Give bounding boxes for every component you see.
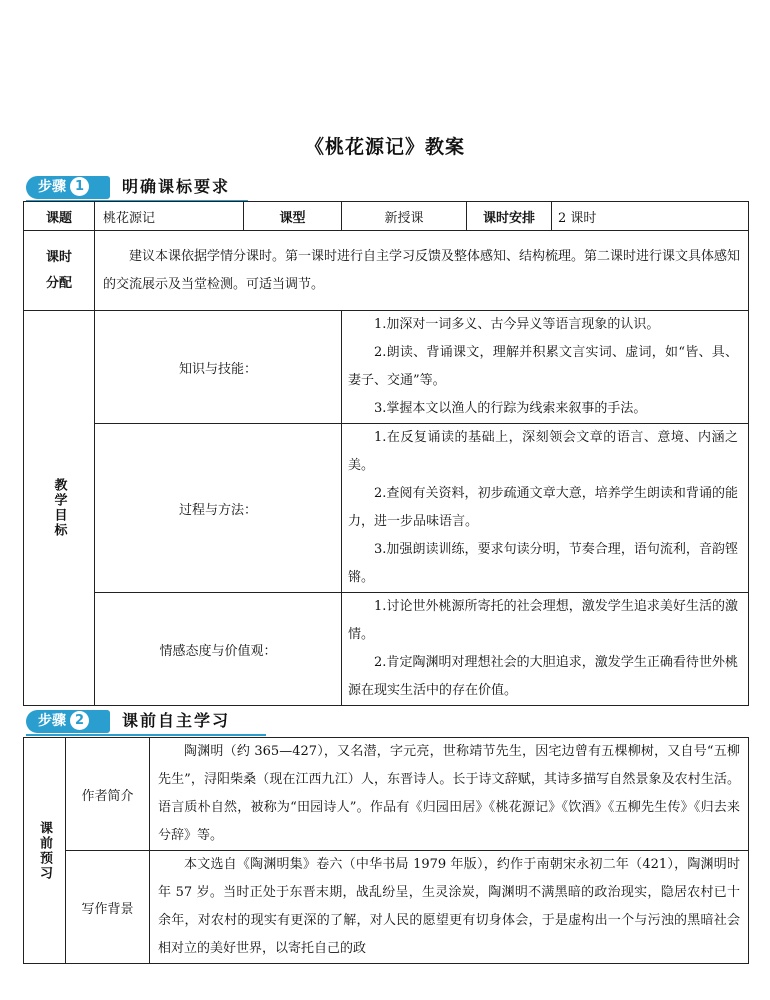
step2-badge-label: 步骤 [38,713,66,729]
step1-badge [26,176,110,199]
step1-banner [26,175,256,201]
objective-item: 1.讨论世外桃源所寄托的社会理想，激发学生追求美好生活的激情。 [348,599,738,642]
objective-item: 2.朗读、背诵课文，理解并积累文言实词、虚词，如“皆、具、妻子、交通”等。 [348,345,738,388]
background-category: 写作背景 [66,851,150,964]
topic-value: 桃花源记 [95,202,244,231]
table-row-author [24,738,749,851]
objective-items-knowledge [342,311,749,424]
allocation-label [24,231,95,311]
table-row-objective-knowledge [24,311,749,424]
type-value: 新授课 [342,202,467,231]
objective-category-attitude: 情感态度与价值观： [95,593,342,706]
allocation-text: 建议本课依据学情分课时。第一课时进行自主学习反馈及整体感知、结构梳理。第二课时进行课文具体感知的交流展示及当堂检测。可适当调节。 [95,231,749,311]
allocation-label-line1: 课时 [45,249,72,265]
step1-number: 1 [70,177,89,196]
objective-items-attitude [342,593,749,706]
author-text: 陶渊明（约 365—427），又名潜，字元亮，世称靖节先生，因宅边曾有五棵柳树，又自号“五柳先生”，浔阳柴桑（现在江西九江）人，东晋诗人。长于诗文辞赋，其诗多描写自然景象及农村生活。语言质朴自然，被称为“田园诗人”。作品有《归园田居》《桃花源记》《饮酒》《五柳先生传》《归去来兮辞》等。 [150,738,749,851]
type-label: 课型 [244,202,342,231]
preview-label-cell [24,738,66,964]
objectives-label: 教学目标 [51,478,67,538]
table-row-background [24,851,749,964]
step1-heading: 明确课标要求 [122,177,231,196]
table-row-objective-process [24,424,749,593]
table-row-header [24,202,749,231]
objective-category-process: 过程与方法： [95,424,342,593]
objective-category-knowledge: 知识与技能： [95,311,342,424]
objective-item: 1.在反复诵读的基础上，深刻领会文章的语言、意境、内涵之美。 [348,430,738,473]
lesson-plan-table [23,201,749,706]
step2-badge [26,710,110,733]
objective-item: 2.肯定陶渊明对理想社会的大胆追求，激发学生正确看待世外桃源在现实生活中的存在价值。 [348,655,738,698]
table-row-allocation [24,231,749,311]
step2-underline [26,734,266,736]
background-text: 本文选自《陶渊明集》卷六（中华书局 1979 年版），约作于南朝宋永初二年（421），陶渊明时年 57 岁。当时正处于东晋末期，战乱纷呈，生灵涂炭，陶渊明不满黑暗的政治现实，隐居农村已十余年，对农村的现实有更深的了解，对人民的愿望更有切身体会，于是虚构出一个与污浊的黑暗社会相对立的美好世界，以寄托自己的政 [150,851,749,964]
topic-label: 课题 [24,202,95,231]
objective-item: 1.加深对一词多义、古今异义等语言现象的认识。 [374,317,660,332]
preview-label: 课前预习 [37,820,52,881]
objective-item: 3.加强朗读训练，要求句读分明，节奏合理，语句流利，音韵铿锵。 [348,542,738,585]
allocation-label-line2: 分配 [45,275,72,291]
preview-table [23,737,749,964]
schedule-label: 课时安排 [467,202,552,231]
author-category: 作者简介 [66,738,150,851]
step2-banner [26,709,276,735]
objective-items-process [342,424,749,593]
step2-number: 2 [70,711,89,730]
step1-badge-label: 步骤 [38,179,66,195]
page-title: 《桃花源记》教案 [304,136,465,158]
table-row-objective-attitude [24,593,749,706]
schedule-value: 2 课时 [552,202,749,231]
objectives-label-cell [24,311,95,706]
objective-item: 2.查阅有关资料，初步疏通文章大意，培养学生朗读和背诵的能力，进一步品味语言。 [348,486,738,529]
step2-heading: 课前自主学习 [122,711,231,730]
objective-item: 3.掌握本文以渔人的行踪为线索来叙事的手法。 [374,401,647,416]
